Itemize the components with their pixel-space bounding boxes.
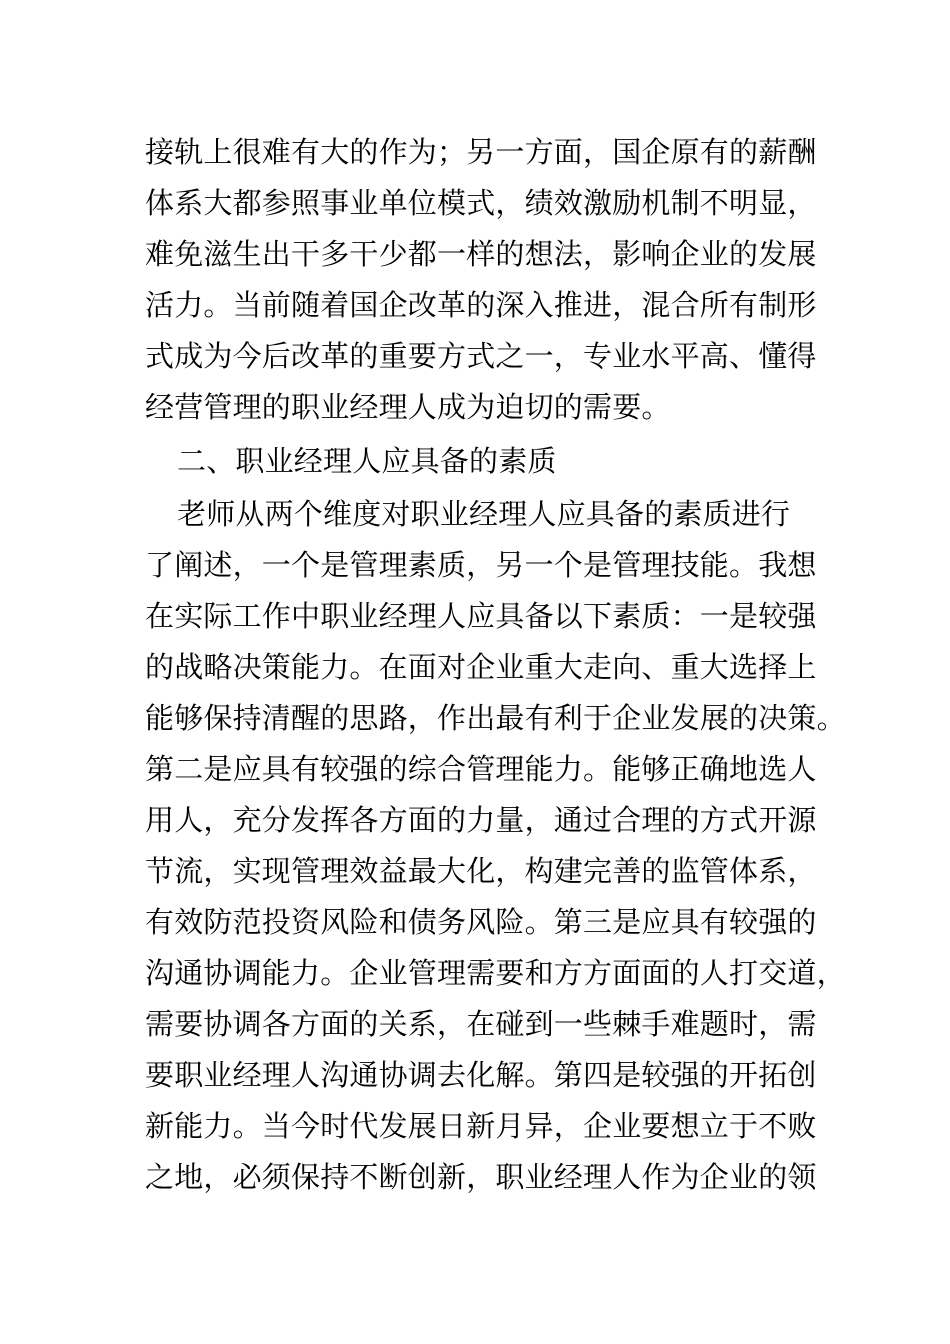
paragraph-line: 式成为今后改革的重要方式之一，专业水平高、懂得 — [145, 339, 817, 373]
paragraph-line: 在实际工作中职业经理人应具备以下素质：一是较强 — [145, 599, 817, 633]
paragraph-line: 要职业经理人沟通协调去化解。第四是较强的开拓创 — [145, 1058, 817, 1092]
paragraph-line: 接轨上很难有大的作为；另一方面，国企原有的薪酬 — [145, 135, 817, 169]
paragraph-line: 需要协调各方面的关系，在碰到一些棘手难题时，需 — [145, 1007, 817, 1041]
paragraph-line: 老师从两个维度对职业经理人应具备的素质进行 — [177, 497, 791, 531]
paragraph-line: 有效防范投资风险和债务风险。第三是应具有较强的 — [145, 905, 817, 939]
paragraph-line: 新能力。当今时代发展日新月异，企业要想立于不败 — [145, 1109, 817, 1143]
paragraph-line: 了阐述，一个是管理素质，另一个是管理技能。我想 — [145, 548, 817, 582]
section-heading: 二、职业经理人应具备的素质 — [177, 444, 557, 478]
paragraph-line: 之地，必须保持不断创新，职业经理人作为企业的领 — [145, 1160, 817, 1194]
paragraph-line: 用人，充分发挥各方面的力量，通过合理的方式开源 — [145, 803, 817, 837]
paragraph-line: 活力。当前随着国企改革的深入推进，混合所有制形 — [145, 288, 817, 322]
paragraph-line: 节流，实现管理效益最大化，构建完善的监管体系， — [145, 854, 817, 888]
paragraph-line: 体系大都参照事业单位模式，绩效激励机制不明显， — [145, 186, 817, 220]
paragraph-line: 第二是应具有较强的综合管理能力。能够正确地选人 — [145, 752, 817, 786]
paragraph-line: 难免滋生出干多干少都一样的想法，影响企业的发展 — [145, 237, 817, 271]
paragraph-line: 能够保持清醒的思路，作出最有利于企业发展的决策。 — [145, 701, 846, 735]
paragraph-line: 经营管理的职业经理人成为迫切的需要。 — [145, 390, 671, 424]
paragraph-line: 沟通协调能力。企业管理需要和方方面面的人打交道， — [145, 956, 846, 990]
body-text — [145, 127, 845, 1203]
paragraph-line: 的战略决策能力。在面对企业重大走向、重大选择上 — [145, 650, 817, 684]
